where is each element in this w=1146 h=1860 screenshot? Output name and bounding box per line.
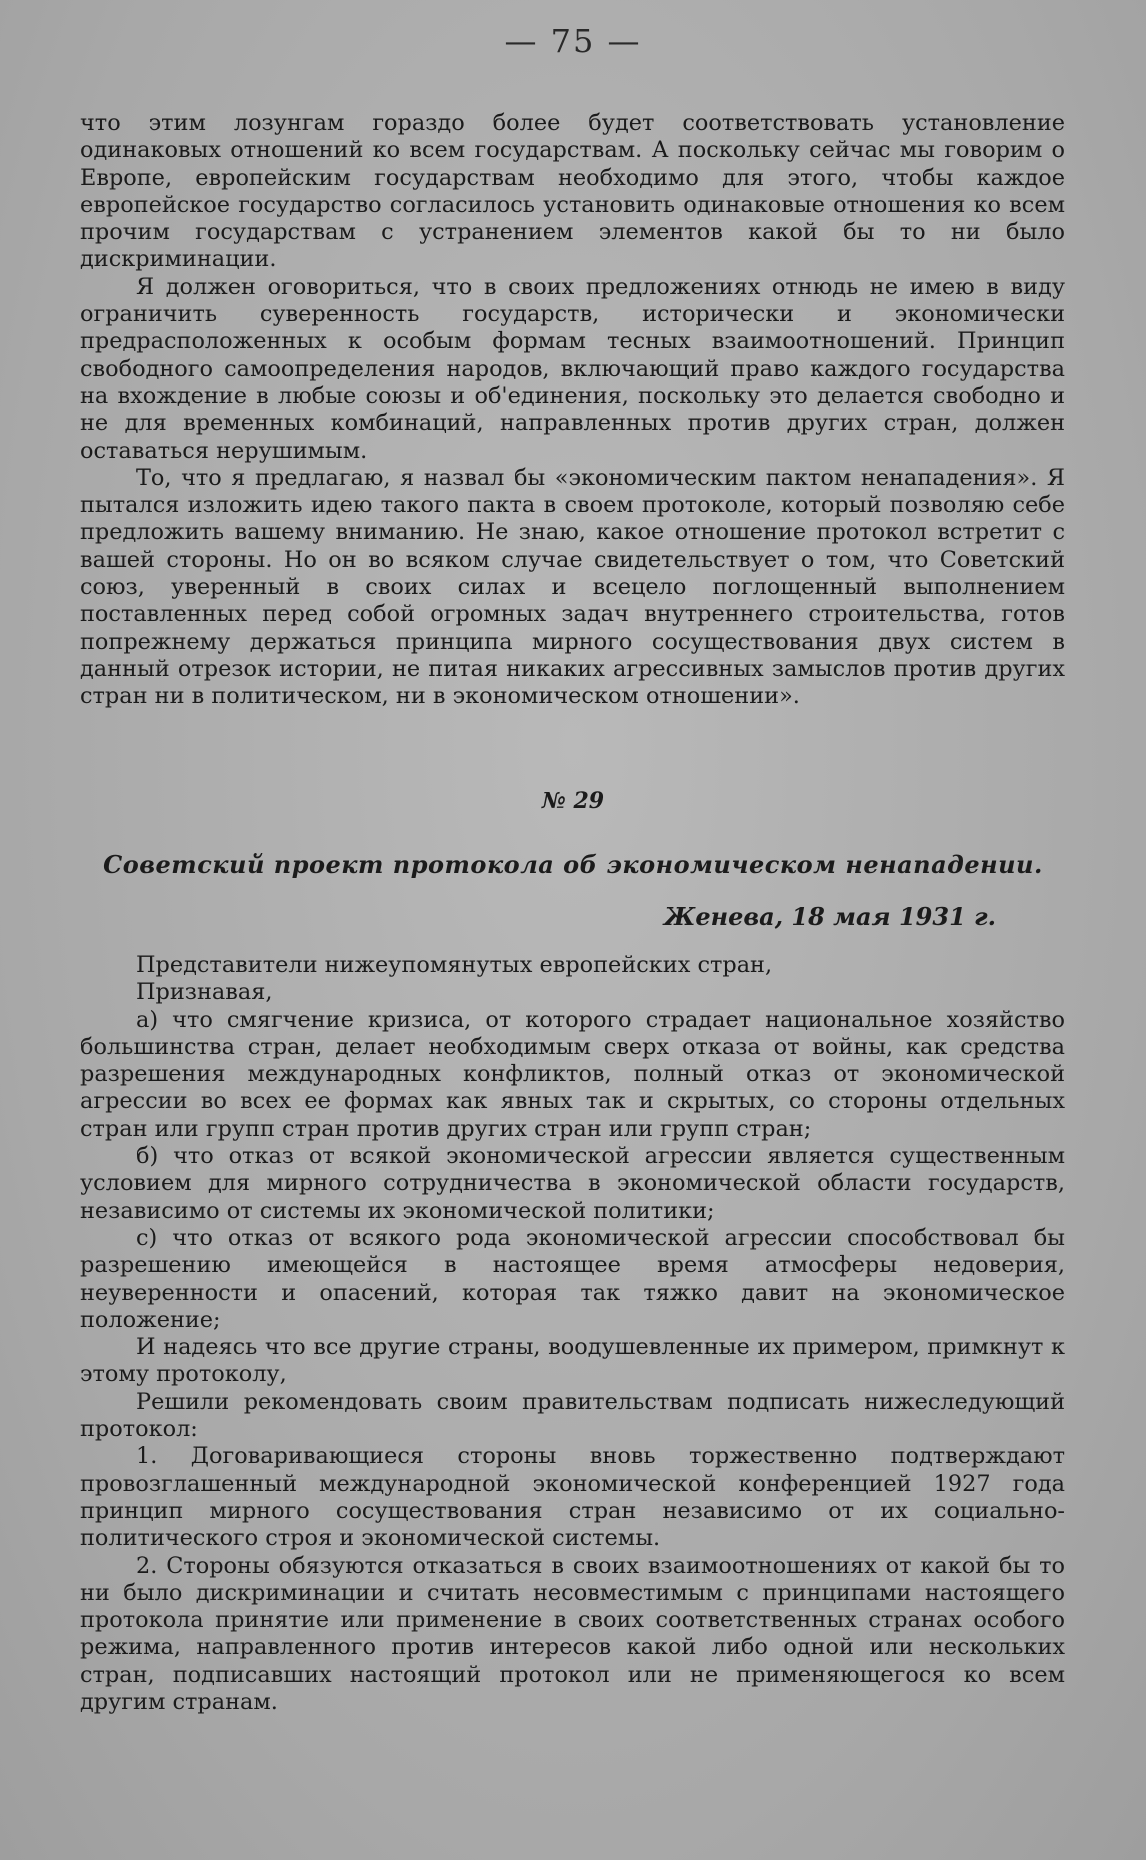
- paragraph: Представители нижеупомянутых европейских стран,: [136, 952, 773, 978]
- paragraph: То, что я предлагаю, я назвал бы «экономическим пактом ненападения». Я пытался изложить идею такого пакта в своем протоколе, который позволяю себе предложить вашему вниманию. Не знаю, какое отношение протокол встретит с вашей стороны. Но он во всяком случае свидетельствует о том, что Советский союз, уверенный в своих силах и всецело поглощенный выполнением поставленных перед собой огромных задач внутреннего строительства, готов попрежнему держаться принципа мирного сосуществования двух систем в данный отрезок истории, не питая никаких агрессивных замыслов против других стран ни в политическом, ни в экономическом отношении».: [80, 464, 1065, 710]
- page-number: — 75 —: [504, 22, 642, 60]
- intro-text: [80, 110, 1065, 711]
- document-place-date: Женева, 18 мая 1931 г.: [663, 902, 996, 931]
- paragraph: б) что отказ от всякой экономической агрессии является существенным условием для мирного сотрудничества в экономической области государств, независимо от системы их экономической политики;: [80, 1143, 1065, 1224]
- protocol-text: [80, 952, 1065, 1716]
- document-title: Советский проект протокола об экономическом ненападении.: [103, 850, 1043, 879]
- paragraph: Я должен оговориться, что в своих предложениях отнюдь не имею в виду ограничить суверенность государств, исторически и экономически предрасположенных к особым формам тесных взаимоотношений. Принцип свободного самоопределения народов, включающий право каждого государства на вхождение в любые союзы и об'единения, поскольку это делается свободно и не для временных комбинаций, направленных против других стран, должен оставаться нерушимым.: [80, 273, 1065, 464]
- paragraph: Решили рекомендовать своим правительствам подписать нижеследующий протокол:: [80, 1388, 1065, 1443]
- paragraph: 2. Стороны обязуются отказаться в своих взаимоотношениях от какой бы то ни было дискриминации и считать несовместимым с принципами настоящего протокола принятие или применение в своих соответственных странах особого режима, направленного против интересов какой либо одной или нескольких стран, подписавших настоящий протокол или не применяющегося ко всем другим странам.: [80, 1552, 1065, 1716]
- paragraph: 1. Договаривающиеся стороны вновь торжественно подтверждают провозглашенный международной экономической конференцией 1927 года принцип мирного сосуществования стран независимо от их социально-политического строя и экономической системы.: [80, 1443, 1065, 1552]
- paragraph: с) что отказ от всякого рода экономической агрессии способствовал бы разрешению имеющейся в настоящее время атмосферы недоверия, неуверенности и опасений, которая так тяжко давит на экономическое положение;: [80, 1224, 1065, 1333]
- document-number: № 29: [541, 788, 605, 814]
- paragraph: а) что смягчение кризиса, от которого страдает национальное хозяйство большинства стран, делает необходимым сверх отказа от войны, как средства разрешения международных конфликтов, полный отказ от экономической агрессии во всех ее формах как явных так и скрытых, со стороны отдельных стран или групп стран против других стран или групп стран;: [80, 1006, 1065, 1142]
- paragraph: И надеясь что все другие страны, воодушевленные их примером, примкнут к этому протоколу,: [80, 1334, 1065, 1388]
- paragraph: что этим лозунгам гораздо более будет соответствовать установление одинаковых отношений ко всем государствам. А поскольку сейчас мы говорим о Европе, европейским государствам необходимо для этого, чтобы каждое европейское государство согласилось установить одинаковые отношения ко всем прочим государствам с устранением элементов какой бы то ни было дискриминации.: [80, 110, 1065, 273]
- paragraph: Признавая,: [136, 979, 273, 1006]
